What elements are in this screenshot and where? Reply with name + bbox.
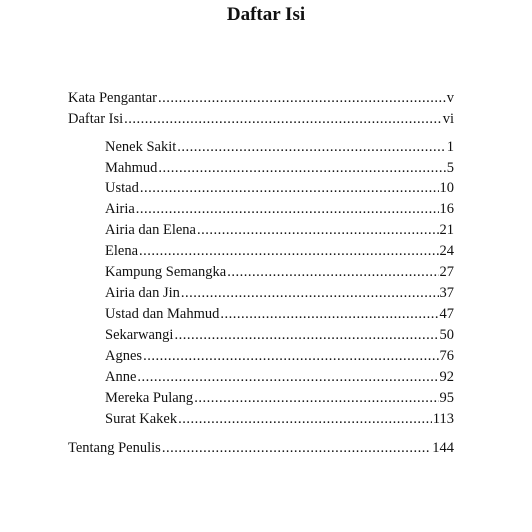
toc-entry-chapter[interactable] xyxy=(105,200,454,218)
toc-dot-leader xyxy=(137,368,438,386)
toc-page-number: 144 xyxy=(432,440,454,456)
toc-dot-leader xyxy=(227,263,438,281)
toc-page-number: 21 xyxy=(439,222,454,238)
toc-page-number: 113 xyxy=(432,411,454,427)
toc-entry-label: Ustad xyxy=(105,180,139,196)
toc-dot-leader xyxy=(177,138,445,156)
toc-dot-leader xyxy=(197,221,439,239)
toc-page-number: v xyxy=(446,90,454,106)
toc-entry-chapter[interactable] xyxy=(105,242,454,260)
toc-entry-chapter[interactable] xyxy=(105,263,454,281)
toc-entry-chapter[interactable] xyxy=(105,410,454,428)
toc-page-number: 5 xyxy=(446,160,454,176)
toc-entry-chapter[interactable] xyxy=(105,138,454,156)
toc-page-number: 37 xyxy=(439,285,454,301)
toc-entry-label: Anne xyxy=(105,369,137,385)
toc-page-number: 27 xyxy=(439,264,454,280)
toc-entry-label: Mahmud xyxy=(105,160,158,176)
toc-entry-label: Tentang Penulis xyxy=(68,440,161,456)
toc-entry-label: Airia dan Jin xyxy=(105,285,180,301)
toc-entry-chapter[interactable] xyxy=(105,305,454,323)
toc-page-number: vi xyxy=(442,111,454,127)
toc-entry-label: Mereka Pulang xyxy=(105,390,194,406)
toc-dot-leader xyxy=(178,410,432,428)
toc-dot-leader xyxy=(174,326,438,344)
toc-page-number: 50 xyxy=(439,327,454,343)
toc-dot-leader xyxy=(158,159,445,177)
toc-entry-kata-pengantar[interactable] xyxy=(68,89,454,107)
toc-entry-chapter[interactable] xyxy=(105,284,454,302)
toc-entry-label: Agnes xyxy=(105,348,143,364)
toc-entry-label: Elena xyxy=(105,243,139,259)
toc-entry-label: Sekarwangi xyxy=(105,327,174,343)
toc-entry-label: Kampung Semangka xyxy=(105,264,227,280)
toc-entry-chapter[interactable] xyxy=(105,221,454,239)
toc-entry-chapter[interactable] xyxy=(105,326,454,344)
toc-entry-label: Ustad dan Mahmud xyxy=(105,306,220,322)
toc-entry-chapter[interactable] xyxy=(105,179,454,197)
toc-dot-leader xyxy=(181,284,439,302)
toc-entry-label: Airia dan Elena xyxy=(105,222,196,238)
toc-dot-leader xyxy=(143,347,438,365)
toc-page-number: 10 xyxy=(439,180,454,196)
toc-entry-chapter[interactable] xyxy=(105,347,454,365)
toc-dot-leader xyxy=(194,389,438,407)
toc-page-number: 24 xyxy=(439,243,454,259)
toc-entry-label: Airia xyxy=(105,201,135,217)
toc-dot-leader xyxy=(124,110,442,128)
toc-entry-label: Kata Pengantar xyxy=(68,90,157,106)
toc-page-number: 16 xyxy=(439,201,454,217)
toc-page-number: 47 xyxy=(439,306,454,322)
toc-dot-leader xyxy=(140,179,439,197)
toc-dot-leader xyxy=(136,200,439,218)
toc-entry-chapter[interactable] xyxy=(105,368,454,386)
toc-entry-chapter[interactable] xyxy=(105,389,454,407)
toc-dot-leader xyxy=(158,89,446,107)
toc-dot-leader xyxy=(220,305,438,323)
toc-entry-daftar-isi[interactable] xyxy=(68,110,454,128)
toc-entry-tentang-penulis[interactable] xyxy=(68,439,454,457)
page-title: Daftar Isi xyxy=(226,4,306,25)
toc-entry-label: Nenek Sakit xyxy=(105,139,177,155)
toc-dot-leader xyxy=(162,439,431,457)
toc-dot-leader xyxy=(139,242,438,260)
toc-entry-label: Daftar Isi xyxy=(68,111,124,127)
toc-page-number: 92 xyxy=(439,369,454,385)
toc-entry-chapter[interactable] xyxy=(105,159,454,177)
toc-entry-label: Surat Kakek xyxy=(105,411,178,427)
toc-page-number: 76 xyxy=(439,348,454,364)
toc-page-number: 1 xyxy=(446,139,454,155)
toc-page-number: 95 xyxy=(439,390,454,406)
